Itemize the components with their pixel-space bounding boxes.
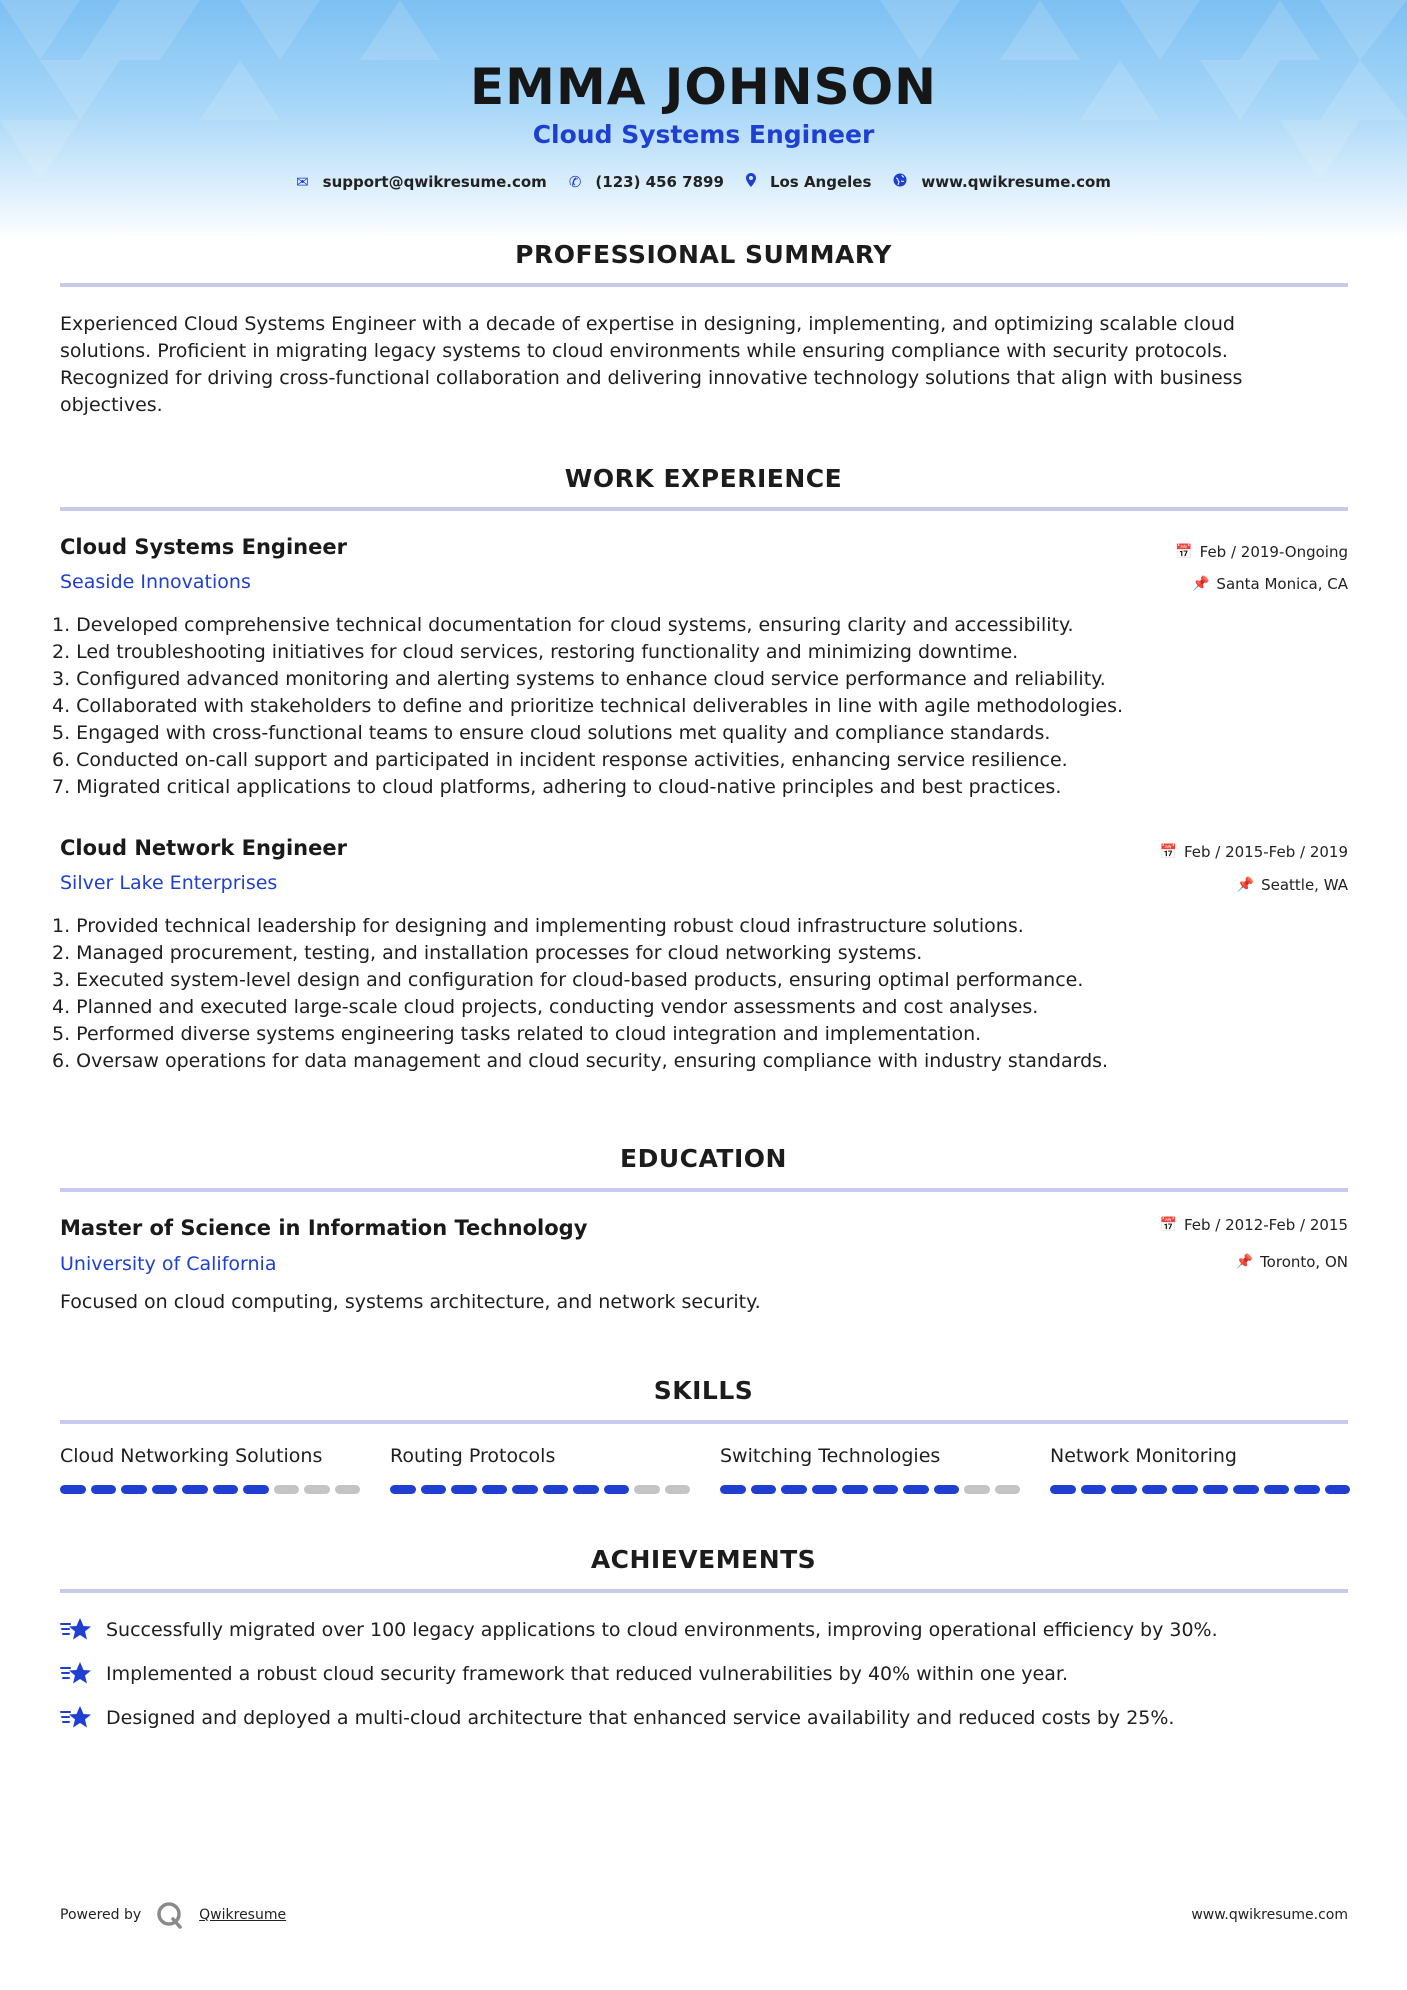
- list-item: 7. Migrated critical applications to cloud platforms, adhering to cloud-native principles and best practices.: [52, 776, 1062, 798]
- skill-segment-filled: [1111, 1485, 1137, 1494]
- skill-segment-filled: [121, 1485, 147, 1494]
- job-location-text: Seattle, WA: [1261, 876, 1348, 894]
- experience-heading: WORK EXPERIENCE: [564, 464, 843, 493]
- skill-level-bar: [720, 1485, 1020, 1494]
- job-title: Cloud Systems Engineer: [60, 535, 347, 559]
- skill-segment-empty: [335, 1485, 361, 1494]
- job-location: [1237, 876, 1348, 894]
- summary-heading: PROFESSIONAL SUMMARY: [515, 240, 892, 269]
- qwikresume-logo-icon: [155, 1900, 185, 1930]
- website-text: www.qwikresume.com: [921, 173, 1111, 191]
- skill-segment-empty: [995, 1485, 1021, 1494]
- summary-line: Experienced Cloud Systems Engineer with a decade of expertise in designing, implementing, and optimizing scalable cloud: [60, 313, 1235, 335]
- job-company: Seaside Innovations: [60, 571, 251, 593]
- achievement-item: [60, 1616, 1348, 1644]
- footer-website[interactable]: www.qwikresume.com: [1191, 1907, 1348, 1923]
- skill-segment-filled: [842, 1485, 868, 1494]
- footer-powered-by: [60, 1900, 286, 1930]
- job-bullets: [52, 612, 1252, 801]
- achievements-divider: [60, 1589, 1348, 1593]
- calendar-icon: 📅: [1175, 544, 1193, 560]
- envelope-icon: ✉: [296, 173, 309, 191]
- list-item: 6. Oversaw operations for data management and cloud security, ensuring compliance with industry standards.: [52, 1050, 1109, 1072]
- skill-name: Network Monitoring: [1050, 1445, 1237, 1467]
- summary-divider: [60, 283, 1348, 287]
- skill-level-bar: [60, 1485, 360, 1494]
- list-item: 5. Performed diverse systems engineering tasks related to cloud integration and implementation.: [52, 1023, 982, 1045]
- skill-name: Routing Protocols: [390, 1445, 556, 1467]
- globe-icon: [893, 173, 907, 191]
- star-award-icon: [60, 1704, 92, 1732]
- contact-email[interactable]: [296, 173, 547, 191]
- achievement-item: [60, 1704, 1348, 1732]
- list-item: 6. Conducted on-call support and participated in incident response activities, enhancing service resilience.: [52, 749, 1068, 771]
- job-location: [1192, 575, 1348, 593]
- education-location-text: Toronto, ON: [1260, 1253, 1348, 1271]
- achievement-text: Implemented a robust cloud security framework that reduced vulnerabilities by 40% within one year.: [106, 1663, 1068, 1685]
- skill-segment-filled: [1203, 1485, 1229, 1494]
- skill-segment-empty: [634, 1485, 660, 1494]
- skill-segment-empty: [304, 1485, 330, 1494]
- skill-segment-filled: [512, 1485, 538, 1494]
- job-bullets: [52, 913, 1252, 1075]
- skills-grid: [60, 1445, 1348, 1494]
- pin-icon: 📌: [1235, 1254, 1254, 1270]
- list-item: 4. Collaborated with stakeholders to define and prioritize technical deliverables in line with agile methodologies.: [52, 695, 1124, 717]
- powered-by-label: Powered by: [60, 1907, 142, 1923]
- skills-divider: [60, 1420, 1348, 1424]
- email-text: support@qwikresume.com: [322, 173, 547, 191]
- education-dates-text: Feb / 2012-Feb / 2015: [1183, 1216, 1348, 1234]
- job-dates-text: Feb / 2019-Ongoing: [1199, 543, 1348, 561]
- skill-segment-filled: [781, 1485, 807, 1494]
- candidate-name: EMMA JOHNSON: [470, 58, 937, 116]
- skill-segment-empty: [964, 1485, 990, 1494]
- skill-segment-empty: [665, 1485, 691, 1494]
- pin-icon: 📌: [1191, 576, 1210, 592]
- skill-segment-filled: [1142, 1485, 1168, 1494]
- degree-title: Master of Science in Information Technology: [60, 1216, 588, 1240]
- education-location: [1236, 1253, 1348, 1271]
- skill-segment-filled: [543, 1485, 569, 1494]
- skill-name: Cloud Networking Solutions: [60, 1445, 323, 1467]
- phone-text: (123) 456 7899: [595, 173, 724, 191]
- achievements-heading: ACHIEVEMENTS: [590, 1545, 817, 1574]
- skill-item: [60, 1445, 360, 1494]
- brand-link[interactable]: Qwikresume: [199, 1907, 287, 1923]
- summary-line: Recognized for driving cross-functional collaboration and delivering innovative technology solutions that align with business: [60, 367, 1243, 389]
- phone-icon: ✆: [568, 173, 582, 191]
- education-description: Focused on cloud computing, systems architecture, and network security.: [60, 1291, 761, 1313]
- skill-segment-filled: [1264, 1485, 1290, 1494]
- education-divider: [60, 1188, 1348, 1192]
- job-location-text: Santa Monica, CA: [1216, 575, 1348, 593]
- list-item: 2. Managed procurement, testing, and installation processes for cloud networking systems.: [52, 942, 923, 964]
- skills-heading: SKILLS: [653, 1376, 754, 1405]
- skill-level-bar: [1050, 1485, 1350, 1494]
- education-heading: EDUCATION: [620, 1144, 787, 1173]
- list-item: 4. Planned and executed large-scale cloud projects, conducting vendor assessments and cost analyses.: [52, 996, 1039, 1018]
- skill-segment-filled: [451, 1485, 477, 1494]
- skill-segment-filled: [903, 1485, 929, 1494]
- skill-name: Switching Technologies: [720, 1445, 941, 1467]
- skill-segment-filled: [91, 1485, 117, 1494]
- achievement-text: Designed and deployed a multi-cloud architecture that enhanced service availability and reduced costs by 25%.: [106, 1707, 1175, 1729]
- skill-segment-filled: [873, 1485, 899, 1494]
- pin-icon: 📌: [1236, 877, 1255, 893]
- skill-segment-filled: [213, 1485, 239, 1494]
- map-pin-icon: [746, 173, 756, 191]
- calendar-icon: 📅: [1159, 844, 1177, 860]
- contact-bar: [0, 173, 1407, 191]
- star-award-icon: [60, 1660, 92, 1688]
- job-dates-text: Feb / 2015-Feb / 2019: [1183, 843, 1348, 861]
- summary-line: objectives.: [60, 394, 163, 416]
- skill-segment-filled: [1081, 1485, 1107, 1494]
- skill-segment-filled: [1050, 1485, 1076, 1494]
- list-item: 1. Developed comprehensive technical documentation for cloud systems, ensuring clarity and accessibility.: [52, 614, 1074, 636]
- list-item: 3. Executed system-level design and configuration for cloud-based products, ensuring optimal performance.: [52, 969, 1084, 991]
- summary-line: solutions. Proficient in migrating legacy systems to cloud environments while ensuring compliance with security protocols.: [60, 340, 1228, 362]
- skill-segment-filled: [1233, 1485, 1259, 1494]
- contact-phone[interactable]: [569, 173, 724, 191]
- skill-segment-filled: [243, 1485, 269, 1494]
- job-dates: [1160, 843, 1349, 861]
- skill-item: [1050, 1445, 1350, 1494]
- skill-segment-filled: [934, 1485, 960, 1494]
- skill-segment-filled: [1294, 1485, 1320, 1494]
- experience-divider: [60, 507, 1348, 511]
- list-item: 1. Provided technical leadership for designing and implementing robust cloud infrastructure solutions.: [52, 915, 1024, 937]
- location-text: Los Angeles: [769, 173, 872, 191]
- skill-item: [390, 1445, 690, 1494]
- skill-segment-filled: [60, 1485, 86, 1494]
- skill-segment-filled: [720, 1485, 746, 1494]
- school-name: University of California: [60, 1253, 277, 1275]
- skill-segment-filled: [482, 1485, 508, 1494]
- job-company: Silver Lake Enterprises: [60, 872, 278, 894]
- skill-segment-empty: [274, 1485, 300, 1494]
- achievement-item: [60, 1660, 1348, 1688]
- list-item: 5. Engaged with cross-functional teams to ensure cloud solutions met quality and compliance standards.: [52, 722, 1051, 744]
- candidate-role: Cloud Systems Engineer: [532, 120, 875, 149]
- skill-item: [720, 1445, 1020, 1494]
- skill-segment-filled: [604, 1485, 630, 1494]
- skill-segment-filled: [152, 1485, 178, 1494]
- calendar-icon: 📅: [1159, 1217, 1177, 1233]
- list-item: 3. Configured advanced monitoring and alerting systems to enhance cloud service performance and reliability.: [52, 668, 1106, 690]
- contact-location: [746, 173, 871, 191]
- skill-segment-filled: [390, 1485, 416, 1494]
- skill-level-bar: [390, 1485, 690, 1494]
- skill-segment-filled: [812, 1485, 838, 1494]
- summary-text: [60, 311, 1300, 419]
- skill-segment-filled: [573, 1485, 599, 1494]
- job-title: Cloud Network Engineer: [60, 836, 347, 860]
- skill-segment-filled: [751, 1485, 777, 1494]
- list-item: 2. Led troubleshooting initiatives for cloud services, restoring functionality and minimizing downtime.: [52, 641, 1019, 663]
- education-dates: [1160, 1216, 1349, 1234]
- skill-segment-filled: [182, 1485, 208, 1494]
- job-dates: [1175, 543, 1348, 561]
- skill-segment-filled: [1325, 1485, 1351, 1494]
- skill-segment-filled: [421, 1485, 447, 1494]
- star-award-icon: [60, 1616, 92, 1644]
- achievement-text: Successfully migrated over 100 legacy applications to cloud environments, improving operational efficiency by 30%.: [106, 1619, 1218, 1641]
- skill-segment-filled: [1172, 1485, 1198, 1494]
- contact-website[interactable]: [893, 173, 1111, 191]
